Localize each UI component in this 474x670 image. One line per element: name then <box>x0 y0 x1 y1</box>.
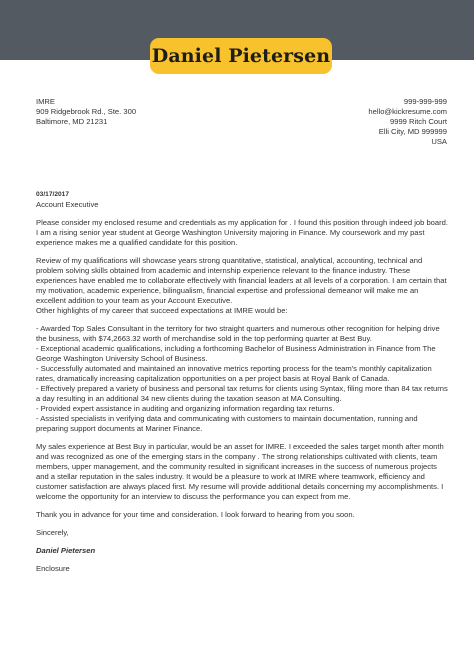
applicant-name: Daniel Pietersen <box>151 45 331 67</box>
paragraph-experience: My sales experience at Best Buy in particular, would be an asset for IMRE. I exceeded the sales target month after month and was recognized as one of the emerging stars in the company . The strong relationships cultivated with clients, team members, upper management, and the community resulted in significant increases in the success of numerous projects and a stellar reputation in the sales industry. It would be a pleasure to work at IMRE where teamwork, efficiency and customer satisfaction are always placed first. My resume will provide additional details concerning my accomplishments. I welcome the opportunity for an interview to discuss the performance you can expect from me. <box>36 442 444 501</box>
position-title: Account Executive <box>36 200 99 209</box>
paragraph-thanks: Thank you in advance for your time and consideration. I look forward to hearing from you soon. <box>36 510 355 519</box>
highlights-intro: Other highlights of my career that succeed expectations at IMRE would be: <box>36 306 288 315</box>
sender-country: USA <box>431 137 447 146</box>
sender-phone: 999-999-999 <box>403 97 447 106</box>
highlight-item: - Assisted specialists in verifying data and communicating with customers to maintain documentation, running and preparing support documents at Mariner Finance. <box>36 414 418 433</box>
sender-street: 9999 Ritch Court <box>390 117 447 126</box>
signature: Daniel Pietersen <box>36 546 96 555</box>
paragraph-qualifications: Review of my qualifications will showcase years strong quantitative, statistical, analytical, accounting, technical and problem solving skills obtained from academic and internship experience relevant to the finance industry. These experiences have enabled me to collaborate effectively with financial leaders at all levels of a corporation. I am certain that my motivation, academic experience, bilingualism, financial expertise and professional demeanor will make me an excellent addition to your team as your Account Executive. <box>36 256 447 305</box>
highlight-item: - Provided expert assistance in auditing and organizing information regarding tax returns. <box>36 404 335 413</box>
sender-email: hello@kickresume.com <box>368 107 447 116</box>
letter-date: 03/17/2017 <box>36 191 70 198</box>
recipient-street: 909 Ridgebrook Rd., Ste. 300 <box>36 107 137 116</box>
letter-body <box>36 190 448 574</box>
highlight-item: - Successfully automated and maintained an innovative metrics reporting process for the team's monthly capitalization rates, dramatically increasing capitalization opportunities on a per project basis at Royal Bank of Canada. <box>36 364 432 383</box>
closing: Sincerely, <box>36 528 69 537</box>
recipient-address <box>36 97 136 127</box>
highlight-item: - Exceptional academic qualifications, including a forthcoming Bachelor of Business Administration in Finance from The George Washington University School of Business. <box>36 344 436 363</box>
recipient-company: IMRE <box>36 97 55 106</box>
enclosure-note: Enclosure <box>36 564 70 573</box>
highlight-item: - Effectively prepared a variety of business and personal tax returns for clients using Syntax, filing more than 84 tax returns a day resulting in an additional 34 new clients during the taxation season at MA Consulting. <box>36 384 448 403</box>
paragraph-intro: Please consider my enclosed resume and credentials as my application for . I found this position through indeed job board. I am a rising senior year student at George Washington University majoring in Finance. My coursework and my past experience makes me a qualified candidate for this position. <box>36 218 448 247</box>
recipient-city: Baltimore, MD 21231 <box>36 117 108 126</box>
name-badge <box>150 38 332 74</box>
sender-city: Elli City, MD 999999 <box>378 127 447 136</box>
sender-contact <box>368 97 447 147</box>
highlight-item: - Awarded Top Sales Consultant in the territory for two straight quarters and numerous other recognition for helping drive the business, with $74,2663.32 worth of merchandise sold in the top performing quarter at Best Buy. <box>36 324 440 343</box>
